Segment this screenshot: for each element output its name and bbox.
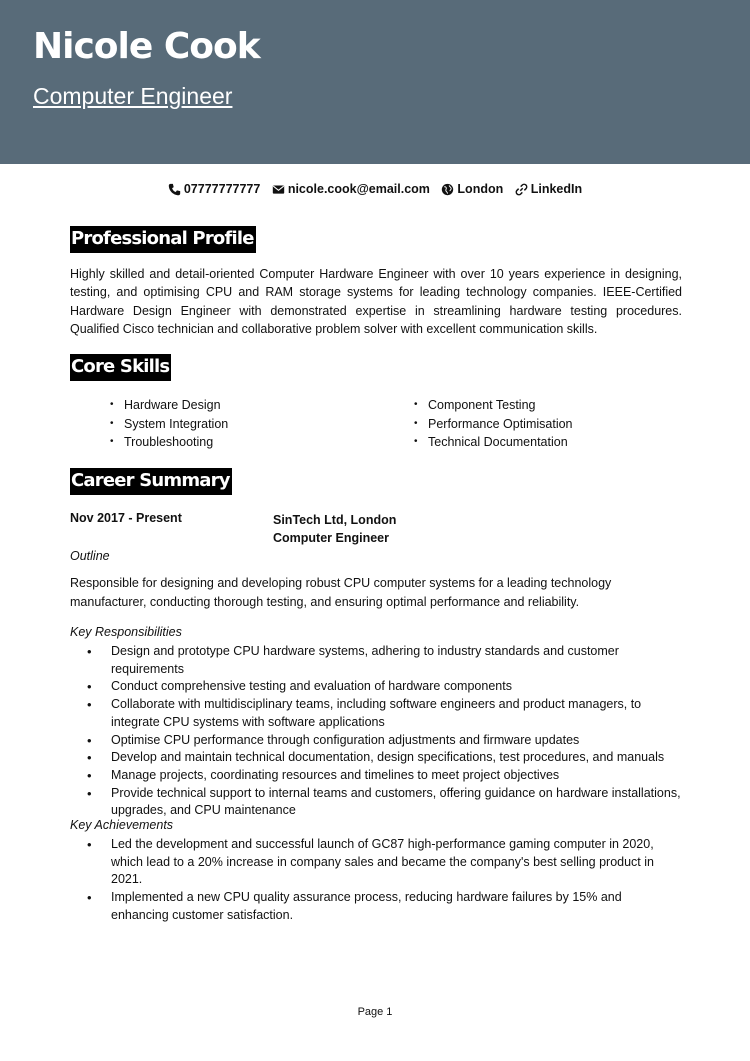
outline-label: Outline [70,549,110,563]
responsibility-item: • Optimise CPU performance through configuration adjustments and firmware updates [70,732,682,750]
responsibility-item: • Develop and maintain technical documentation, design specifications, test procedures, and manuals [70,749,682,767]
job-dates: Nov 2017 - Present [70,511,182,525]
responsibility-item: • Manage projects, coordinating resources and timelines to meet project objectives [70,767,682,785]
responsibility-item: • Design and prototype CPU hardware systems, adhering to industry standards and customer requirements [70,643,682,678]
responsibility-item: • Provide technical support to internal teams and customers, offering guidance on hardware installations, upgrades, and CPU maintenance [70,785,682,820]
contact-location [441,182,503,196]
skill-item: • Hardware Design [110,396,228,415]
outline-text: Responsible for designing and developing robust CPU computer systems for a leading technology manufacturer, conducting thorough testing, and ensuring optimal performance and reliability. [70,576,612,609]
envelope-icon [272,183,285,196]
skill-item: • Troubleshooting [110,433,228,452]
job-company: SinTech Ltd, London [273,513,397,527]
header-banner [0,0,750,164]
contact-linkedin[interactable] [515,182,582,196]
skill-item: • Technical Documentation [414,433,573,452]
contact-email[interactable] [272,182,430,196]
achievement-item: • Led the development and successful launch of GC87 high-performance gaming computer in 2020, which lead to a 20% increase in company sales and became the company's best selling product in 2021. [70,836,682,889]
achievements-label: Key Achievements [70,818,174,832]
job-employer [273,511,396,547]
phone-icon [168,183,181,196]
job-title: Computer Engineer [33,83,233,109]
achievement-item: • Implemented a new CPU quality assurance process, reducing hardware failures by 15% and enhancing customer satisfaction. [70,889,682,924]
contact-bar [0,182,750,199]
page-number: Page 1 [357,1006,393,1018]
globe-icon [441,183,454,196]
career-heading: Career Summary [70,468,232,495]
skill-item: • Component Testing [414,396,573,415]
achievements-list [70,836,682,925]
link-icon [515,183,528,196]
responsibilities-list [70,643,682,820]
responsibilities-label: Key Responsibilities [70,625,182,639]
candidate-name: Nicole Cook [33,26,260,67]
responsibility-item: • Collaborate with multidisciplinary teams, including software engineers and product managers, to integrate CPU systems with software applications [70,696,682,731]
profile-heading: Professional Profile [70,226,256,253]
skills-list-left [110,396,228,452]
skill-item: • System Integration [110,415,228,434]
linkedin-text: LinkedIn [530,182,583,196]
skills-list-right [414,396,573,452]
job-role: Computer Engineer [273,531,389,545]
email-text: nicole.cook@email.com [287,182,430,196]
location-text: London [457,182,504,196]
responsibility-item: • Conduct comprehensive testing and evaluation of hardware components [70,678,682,696]
profile-text: Highly skilled and detail-oriented Computer Hardware Engineer with over 10 years experience in designing, testing, and optimising CPU and RAM storage systems for leading technology companies. IEEE-Certified Hardware Design Engineer with demonstrated expertise in streamlining hardware testing procedures. Qualified Cisco technician and collaborative problem solver with excellent communication skills. [70,267,682,337]
phone-text: 07777777777 [183,182,261,196]
skill-item: • Performance Optimisation [414,415,573,434]
contact-phone[interactable] [168,182,260,196]
skills-heading: Core Skills [70,354,171,381]
